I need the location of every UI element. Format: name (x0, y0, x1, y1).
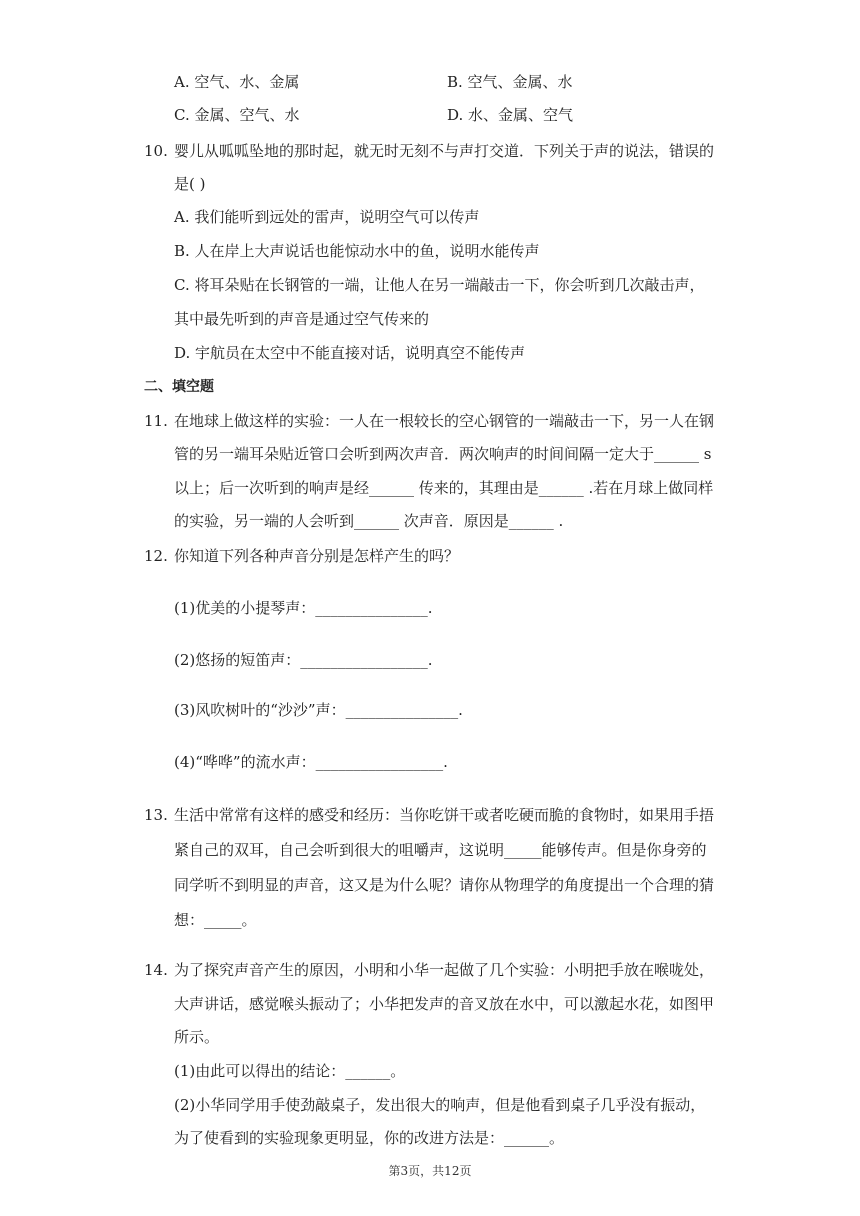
q13-line2: 紧自己的双耳，自己会听到很大的咀嚼声，这说明_____能够传声。但是你身旁的 (174, 841, 707, 859)
q9-option-b: B. 空气、金属、水 (447, 73, 573, 91)
q10-option-a: A. 我们能听到远处的雷声，说明空气可以传声 (174, 208, 480, 226)
q11-line3: 以上；后一次听到的响声是经______ 传来的，其理由是______ .若在月球上做同样 (174, 479, 714, 497)
q14-line2: 大声讲话，感觉喉头振动了；小华把发声的音叉放在水中，可以激起水花，如图甲 (174, 995, 715, 1013)
q13-line4: 想：_____。 (174, 911, 257, 929)
q9-option-c: C. 金属、空气、水 (174, 106, 300, 124)
page-number-footer: 第3页，共12页 (388, 1164, 472, 1178)
q14-item-2-line2: 为了使看到的实验现象更明显，你的改进方法是：______。 (174, 1129, 565, 1147)
q10-option-c-line1: C. 将耳朵贴在长钢管的一端，让他人在另一端敲击一下，你会听到几次敲击声， (174, 276, 705, 294)
q10-number: 10. (144, 142, 168, 160)
q13-number: 13. (144, 806, 168, 824)
q10-stem-line2: 是( ) (174, 175, 206, 193)
q10-option-d: D. 宇航员在太空中不能直接对话，说明真空不能传声 (174, 344, 526, 362)
q14-number: 14. (144, 961, 168, 979)
q9-option-d: D. 水、金属、空气 (447, 106, 574, 124)
q11-number: 11. (144, 412, 168, 430)
q10-option-b: B. 人在岸上大声说话也能惊动水中的鱼，说明水能传声 (174, 242, 540, 260)
q12-item-1: (1)优美的小提琴声：_______________. (174, 599, 433, 617)
q9-option-a: A. 空气、水、金属 (174, 73, 300, 91)
q14-item-1: (1)由此可以得出的结论：______。 (174, 1062, 406, 1080)
q12-item-3: (3)风吹树叶的“沙沙”声：_______________. (174, 701, 463, 719)
q13-line1: 生活中常常有这样的感受和经历：当你吃饼干或者吃硬而脆的食物时，如果用手捂 (174, 806, 715, 824)
section-heading-fill-blank: 二、填空题 (144, 379, 214, 395)
q11-line1: 在地球上做这样的实验：一人在一根较长的空心钢管的一端敲击一下，另一人在钢 (174, 412, 715, 430)
q11-line4: 的实验，另一端的人会听到______ 次声音．原因是______ . (174, 512, 564, 530)
q13-line3: 同学听不到明显的声音，这又是为什么呢？请你从物理学的角度提出一个合理的猜 (174, 876, 715, 894)
q12-number: 12. (144, 547, 168, 565)
q10-stem-line1: 婴儿从呱呱坠地的那时起，就无时无刻不与声打交道．下列关于声的说法，错误的 (174, 142, 715, 160)
q11-line2: 管的另一端耳朵贴近管口会听到两次声音．两次响声的时间间隔一定大于______ s (174, 445, 712, 463)
q12-item-4: (4)“哗哗”的流水声：_________________. (174, 753, 448, 771)
q14-item-2-line1: (2)小华同学用手使劲敲桌子，发出很大的响声，但是他看到桌子几乎没有振动， (174, 1096, 706, 1114)
q14-line1: 为了探究声音产生的原因，小明和小华一起做了几个实验：小明把手放在喉咙处， (174, 961, 715, 979)
q12-stem: 你知道下列各种声音分别是怎样产生的吗？ (174, 547, 460, 565)
q10-option-c-line2: 其中最先听到的声音是通过空气传来的 (174, 310, 430, 328)
q14-line3: 所示。 (174, 1028, 220, 1046)
q12-item-2: (2)悠扬的短笛声：_________________. (174, 651, 433, 669)
